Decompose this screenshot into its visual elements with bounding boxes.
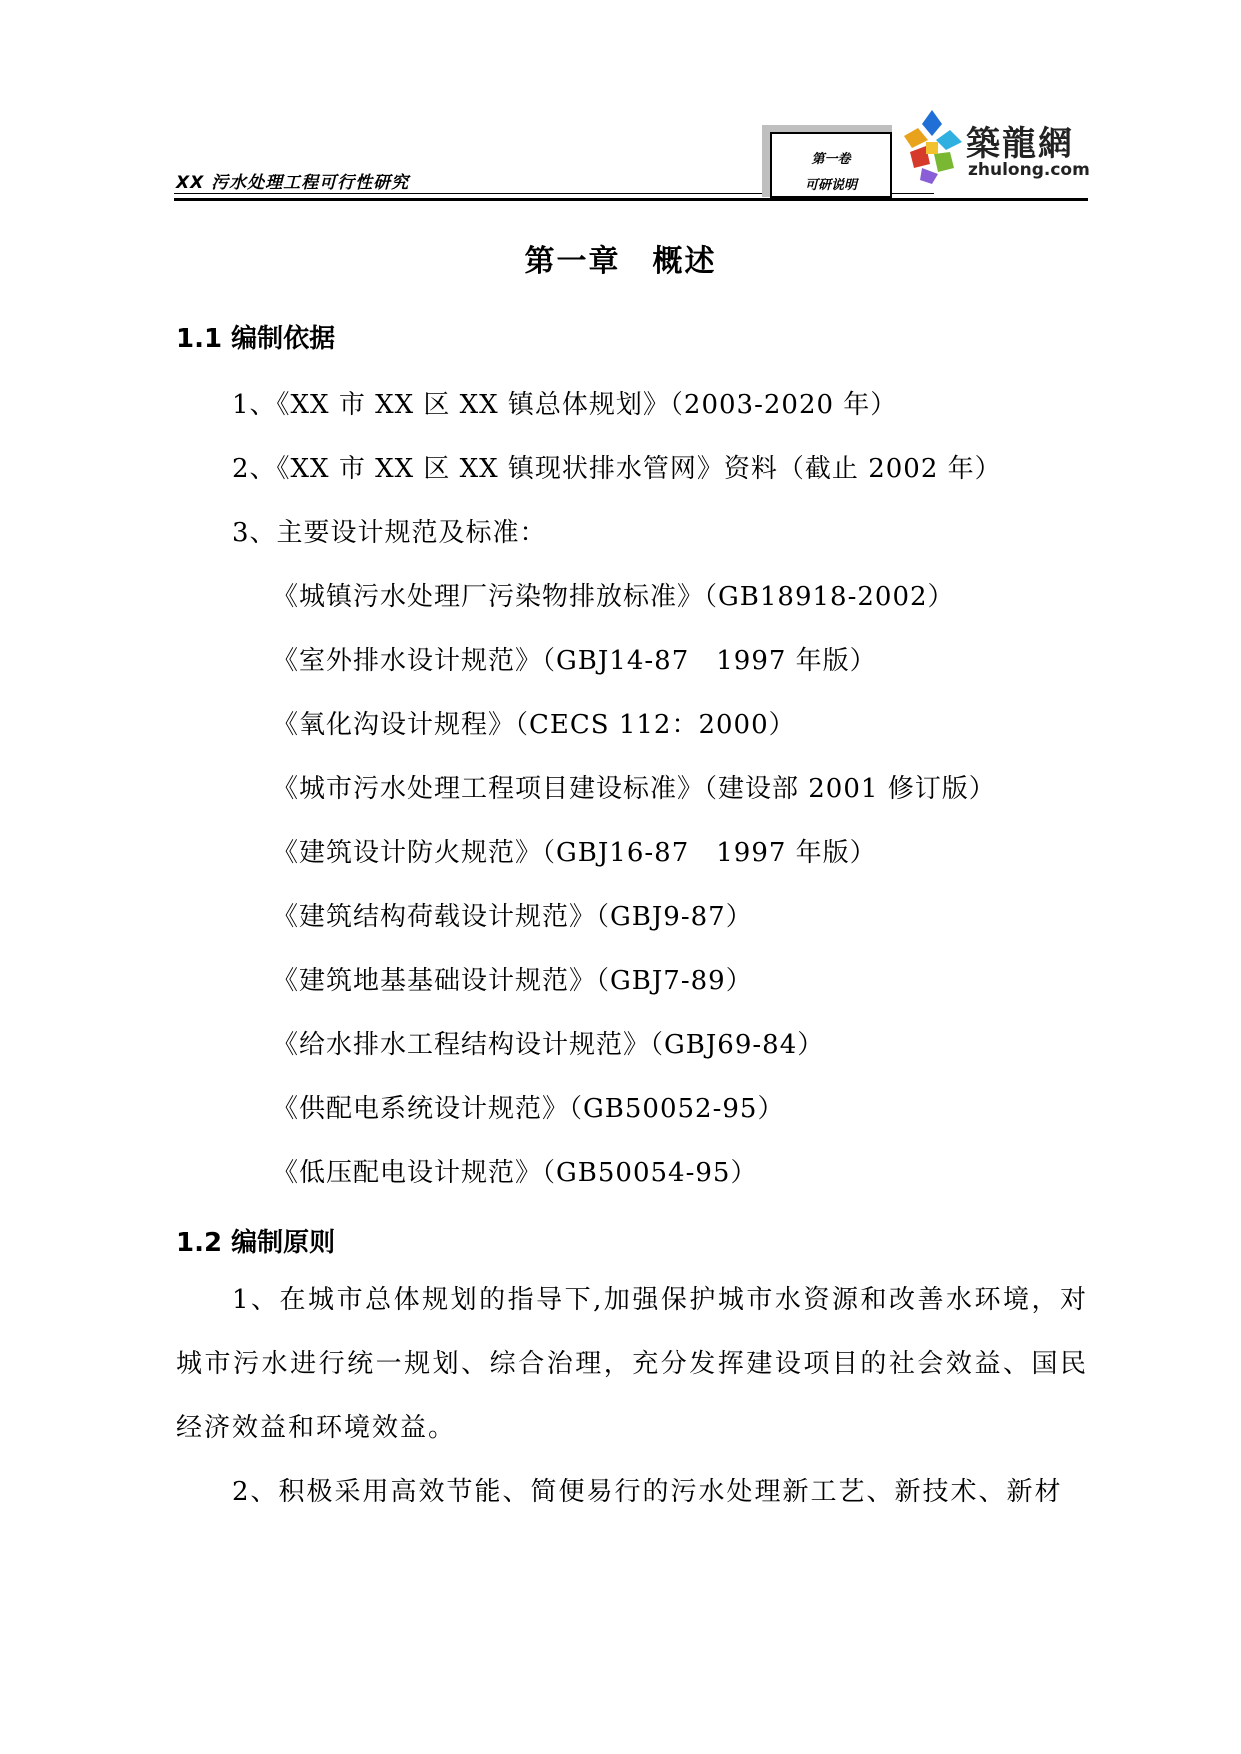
standard-item: 《氧化沟设计规程》（CECS 112：2000） — [272, 710, 796, 740]
standard-item: 《城镇污水处理厂污染物排放标准》（GB18918-2002） — [272, 582, 955, 612]
standard-item: 《供配电系统设计规范》（GB50052-95） — [272, 1094, 785, 1124]
standard-item: 《建筑结构荷载设计规范》（GBJ9-87） — [272, 902, 753, 932]
standard-item: 《建筑地基基础设计规范》（GBJ7-89） — [272, 966, 753, 996]
zhulong-logo — [898, 104, 1088, 194]
basis-item: 2、《XX 市 XX 区 XX 镇现状排水管网》资料（截止 2002 年） — [232, 454, 1002, 484]
logo-chinese-text: 築龍網 — [966, 124, 1074, 164]
section-heading-1-2: 1.2 编制原则 — [176, 1228, 336, 1258]
standard-item: 《低压配电设计规范》（GB50054-95） — [272, 1158, 758, 1188]
document-header-title: XX 污水处理工程可行性研究 — [176, 173, 410, 193]
principle-paragraph: 1、在城市总体规划的指导下,加强保护城市水资源和改善水环境，对城市污水进行统一规划、综合治理，充分发挥建设项目的社会效益、国民经济效益和环境效益。 — [176, 1285, 1088, 1443]
standard-item: 《城市污水处理工程项目建设标准》（建设部 2001 修订版） — [272, 774, 996, 804]
standard-item: 《建筑设计防火规范》（GBJ16-87 1997 年版） — [272, 838, 877, 868]
header-rule — [174, 198, 1088, 201]
standard-item: 《给水排水工程结构设计规范》（GBJ69-84） — [272, 1030, 825, 1060]
section-heading-1-1: 1.1 编制依据 — [176, 324, 336, 354]
chapter-title: 第一章 概述 — [524, 244, 717, 279]
basis-item: 3、主要设计规范及标准： — [232, 518, 547, 548]
logo-english-text: zhulong.com — [968, 160, 1090, 180]
basis-item: 1、《XX 市 XX 区 XX 镇总体规划》（2003-2020 年） — [232, 390, 898, 420]
standard-item: 《室外排水设计规范》（GBJ14-87 1997 年版） — [272, 646, 877, 676]
logo-mark-icon — [898, 106, 966, 186]
volume-label-box — [770, 132, 892, 198]
volume-number: 第一卷 — [811, 152, 851, 167]
principle-paragraph: 2、积极采用高效节能、简便易行的污水处理新工艺、新技术、新材 — [232, 1477, 1063, 1507]
volume-subtitle: 可研说明 — [804, 178, 857, 193]
